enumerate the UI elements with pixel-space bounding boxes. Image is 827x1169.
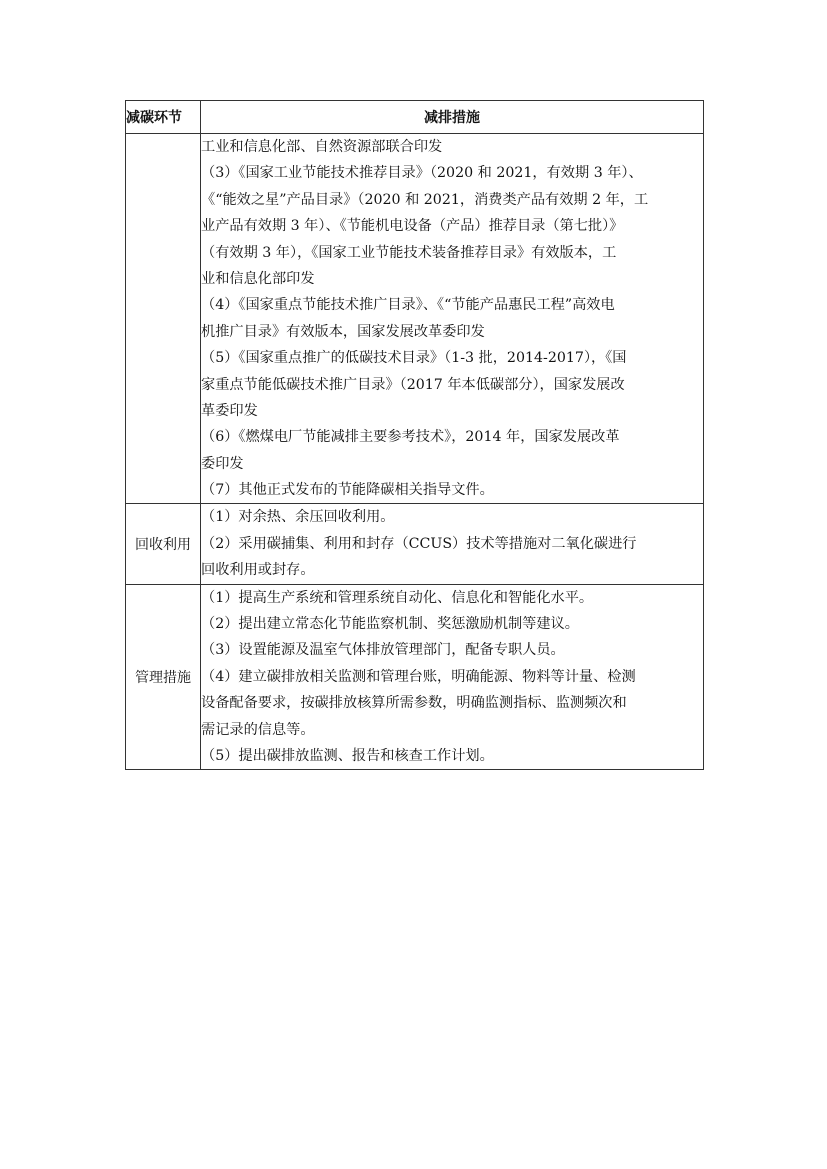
measure-line: （3）设置能源及温室气体排放管理部门，配备专职人员。 xyxy=(201,642,565,659)
measure-line: （有效期 3 年），《国家工业节能技术装备推荐目录》有效版本，工 xyxy=(201,244,617,261)
measure-line: 革委印发 xyxy=(201,402,258,419)
measure-line: （4）《国家重点节能技术推广目录》、《“节能产品惠民工程”高效电 xyxy=(201,297,615,314)
table-header-row xyxy=(126,101,704,134)
table-row xyxy=(126,584,704,770)
measure-line: （1）对余热、余压回收利用。 xyxy=(201,509,395,526)
row-measures xyxy=(201,134,704,504)
measure-line: 设备配备要求，按碳排放核算所需参数，明确监测指标、监测频次和 xyxy=(201,695,627,712)
measure-line: （2）采用碳捕集、利用和封存（CCUS）技术等措施对二氧化碳进行 xyxy=(201,535,637,552)
measure-line: （6）《燃煤电厂节能减排主要参考技术》，2014 年，国家发展改革 xyxy=(201,429,620,446)
header-stage: 减碳环节 xyxy=(126,101,201,134)
measure-line: 回收利用或封存。 xyxy=(201,562,315,579)
carbon-reduction-measures-table xyxy=(125,100,704,770)
row-category: 管理措施 xyxy=(126,584,201,770)
measure-line: （5）《国家重点推广的低碳技术目录》（1-3 批，2014-2017），《国 xyxy=(201,350,627,367)
measure-line: （4）建立碳排放相关监测和管理台账，明确能源、物料等计量、检测 xyxy=(201,668,636,685)
measure-line: 业产品有效期 3 年）、《节能机电设备（产品）推荐目录（第七批）》 xyxy=(201,218,624,235)
measure-line: （2）提出建立常态化节能监察机制、奖惩激励机制等建议。 xyxy=(201,616,579,633)
measure-line: 业和信息化部印发 xyxy=(201,270,315,287)
row-category xyxy=(126,134,201,504)
header-measures: 减排措施 xyxy=(201,101,704,134)
measure-line: 委印发 xyxy=(201,455,244,472)
table-row xyxy=(126,504,704,584)
row-measures xyxy=(201,584,704,770)
measure-line: （5）提出碳排放监测、报告和核查工作计划。 xyxy=(201,747,494,764)
measure-line: 《“能效之星”产品目录》（2020 和 2021，消费类产品有效期 2 年，工 xyxy=(201,191,649,208)
measure-line: 工业和信息化部、自然资源部联合印发 xyxy=(201,139,443,155)
measure-line: 需记录的信息等。 xyxy=(201,721,315,738)
measure-line: （3）《国家工业节能技术推荐目录》（2020 和 2021，有效期 3 年）、 xyxy=(201,165,643,182)
row-category: 回收利用 xyxy=(126,504,201,584)
measure-line: 家重点节能低碳技术推广目录》（2017 年本低碳部分），国家发展改 xyxy=(201,376,625,393)
measure-line: （7）其他正式发布的节能降碳相关指导文件。 xyxy=(201,482,494,499)
table-row xyxy=(126,134,704,504)
measure-line: 机推广目录》有效版本，国家发展改革委印发 xyxy=(201,323,485,340)
measure-line: （1）提高生产系统和管理系统自动化、信息化和智能化水平。 xyxy=(201,589,594,606)
row-measures xyxy=(201,504,704,584)
